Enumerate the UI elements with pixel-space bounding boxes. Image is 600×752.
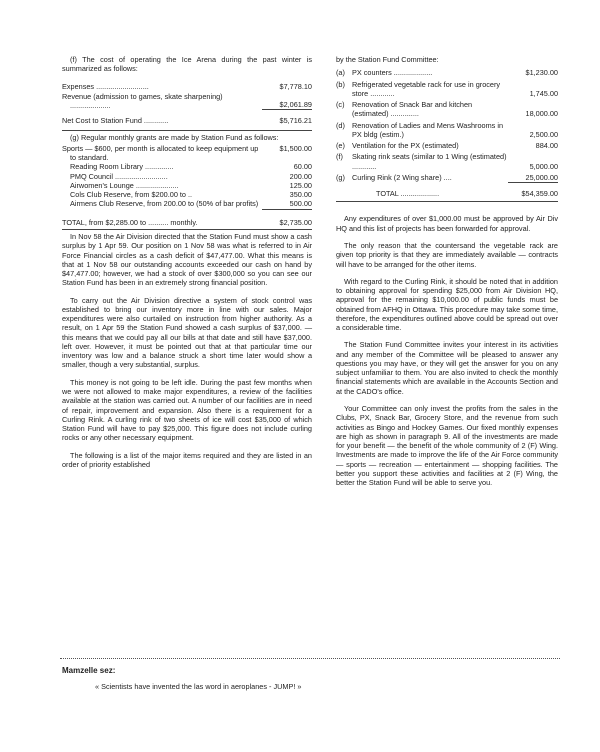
priority-item: (f) Skating rink seats (similar to 1 Wing (estimated) ............ 5,000.00 — [336, 152, 558, 171]
grants-total-row — [62, 218, 312, 227]
grants-intro: (g) Regular monthly grants are made by Station Fund as follows: — [70, 132, 279, 142]
net-cost-label: Net Cost to Station Fund ............ — [62, 116, 169, 126]
priority-item: (e) Ventilation for the PX (estimated) 884.00 — [336, 141, 558, 151]
revenue-row — [62, 92, 312, 111]
paragraph: The Station Fund Committee invites your interest in its activities and any member of the Committee will be pleased to answer any questions you may have, or they will get the answer for you on any subject unfamiliar to them. You are also invited to check the monthly financial statements which are available in the Accounts Section and at the CADO's office. — [336, 340, 558, 396]
grant-row: Cols Club Reserve, from $200.00 to .. 350.00 — [70, 190, 312, 200]
priority-item: (c) Renovation of Snack Bar and kitchen (estimated) .............. 18,000.00 — [336, 100, 558, 119]
grant-row: Airmens Club Reserve, from 200.00 to (50% of bar profits) 500.00 — [70, 199, 312, 209]
priority-total-amount: $54,359.00 — [521, 189, 558, 199]
grant-row: Airwomen's Lounge ..................... 125.00 — [70, 180, 312, 190]
sports-label: Sports — $600, per month is allocated to keep equipment up to standard. — [62, 143, 259, 163]
ice-arena-intro: (f) The cost of operating the Ice Arena during the past winter is summarized as follows: — [62, 55, 312, 74]
footer-heading: Mamzelle sez: — [62, 666, 116, 675]
priority-item: (b) Refrigerated vegetable rack for use in grocery store ............ 1,745.00 — [336, 79, 558, 98]
footer-divider — [60, 658, 560, 659]
grant-row: PMQ Council .......................... 200.00 — [70, 171, 312, 181]
sports-amount: $1,500.00 — [279, 143, 312, 153]
expenses-label: Expenses .......................... — [62, 81, 149, 91]
paragraph: With regard to the Curling Rink, it should be noted that in addition to obtaining approval for spending $25,000 from Air Division HQ, approval for the remaining $10,000.00 of public funds must be obtained from AFHQ in Ottawa. This procedure may take some time, therefore, the expenditures outlined above could be spread out over a considerable time. — [336, 276, 558, 333]
paragraph: This money is not going to be left idle. During the past few months when we were not allowed to make major expenditures, a review of the facilities available at the station was carried out. A number of our facilities are in need of repair, improvement and expansion. Also there is a requirement for a Curling Rink. A curling rink of two sheets of ice will cost $35,000 of which Station Fund will have to pay $25,000. This figure does not include curling rocks or any other necessary equipment. — [62, 377, 312, 443]
revenue-label: Revenue (admission to games, skate sharpening) .................... — [62, 91, 223, 111]
revenue-amount: $2,061.89 — [262, 100, 312, 110]
paragraph: Your Committee can only invest the profits from the sales in the Clubs, PX, Snack Bar, Grocery Store, and the revenue from such activities as Bingo and Hockey Games. Our fixed monthly expenses are high as shown in paragraph 9. All of the investments are made for your benefit — the benefit of the whole community of 2 (F) Wing. Investments are made to improve the life of the Air Force community — sports — recreation — entertainment — shopping facilities. The better you support these activities and facilities at 2 (F) Wing, the better the Station Fund will be able to serve you. — [336, 403, 558, 488]
priority-item: (a) PX counters ................... $1,230.00 — [336, 68, 558, 78]
paragraph: In Nov 58 the Air Division directed that the Station Fund must show a cash surplus by 1 Apr 59. Our position on 1 Nov 58 was what is referred to in Air Force Financial circles as a cash deficit of $47,477.00. What this means is that at 1 Nov 58 our outstanding accounts exceeded our cash on hand by $47,477.00; however, we had a stock of over $300,000 so you can see our Station Fund has been in an extremely strong financial position. — [62, 231, 312, 288]
footer-quote: « Scientists have invented the las word in aeroplanes - JUMP! » — [95, 682, 302, 691]
priority-total-row — [336, 189, 558, 198]
net-cost-amount: $5,716.21 — [279, 116, 312, 126]
right-column — [336, 55, 558, 495]
priority-item: (g) Curling Rink (2 Wing share) .... 25,000.00 — [336, 172, 558, 182]
net-cost-row — [62, 116, 312, 125]
priority-total-label: TOTAL ................... — [376, 189, 440, 199]
grants-total-amount: $2,735.00 — [279, 217, 312, 227]
priority-intro: by the Station Fund Committee: — [336, 55, 439, 64]
sports-row — [62, 144, 312, 163]
expenses-amount: $7,778.10 — [279, 81, 312, 91]
paragraph: The only reason that the countersand the vegetable rack are given top priority is that they are immediately available — contracts will have to be arranged for the other items. — [336, 240, 558, 269]
paragraph: The following is a list of the major items required and they are listed in an order of priority established — [62, 450, 312, 469]
grants-total-label: TOTAL, from $2,285.00 to .......... monthly. — [62, 217, 198, 227]
priority-item: (d) Renovation of Ladies and Mens Washrooms in PX bldg (estim.) 2,500.00 — [336, 120, 558, 139]
paragraph: To carry out the Air Division directive a system of stock control was established to bring our inventory more in line with our sales. Major expenditures were also curtailed on instruction from higher authority. As a result, on 1 Apr 59 the Station Fund showed a cash surplus of $37,000. — this means that we could pay all our bills at that date and still have $37,000. left over. However, it must be pointed out that at that particular time our inventory was low and a balance struck a short time later would show a smaller, though a very substantial, surplus. — [62, 295, 312, 370]
left-column — [62, 55, 312, 477]
paragraph: Any expenditures of over $1,000.00 must be approved by Air Div HQ and this list of projects has been forwarded for approval. — [336, 214, 558, 233]
expenses-row — [62, 82, 312, 91]
grant-row: Reading Room Library .............. 60.00 — [70, 162, 312, 172]
